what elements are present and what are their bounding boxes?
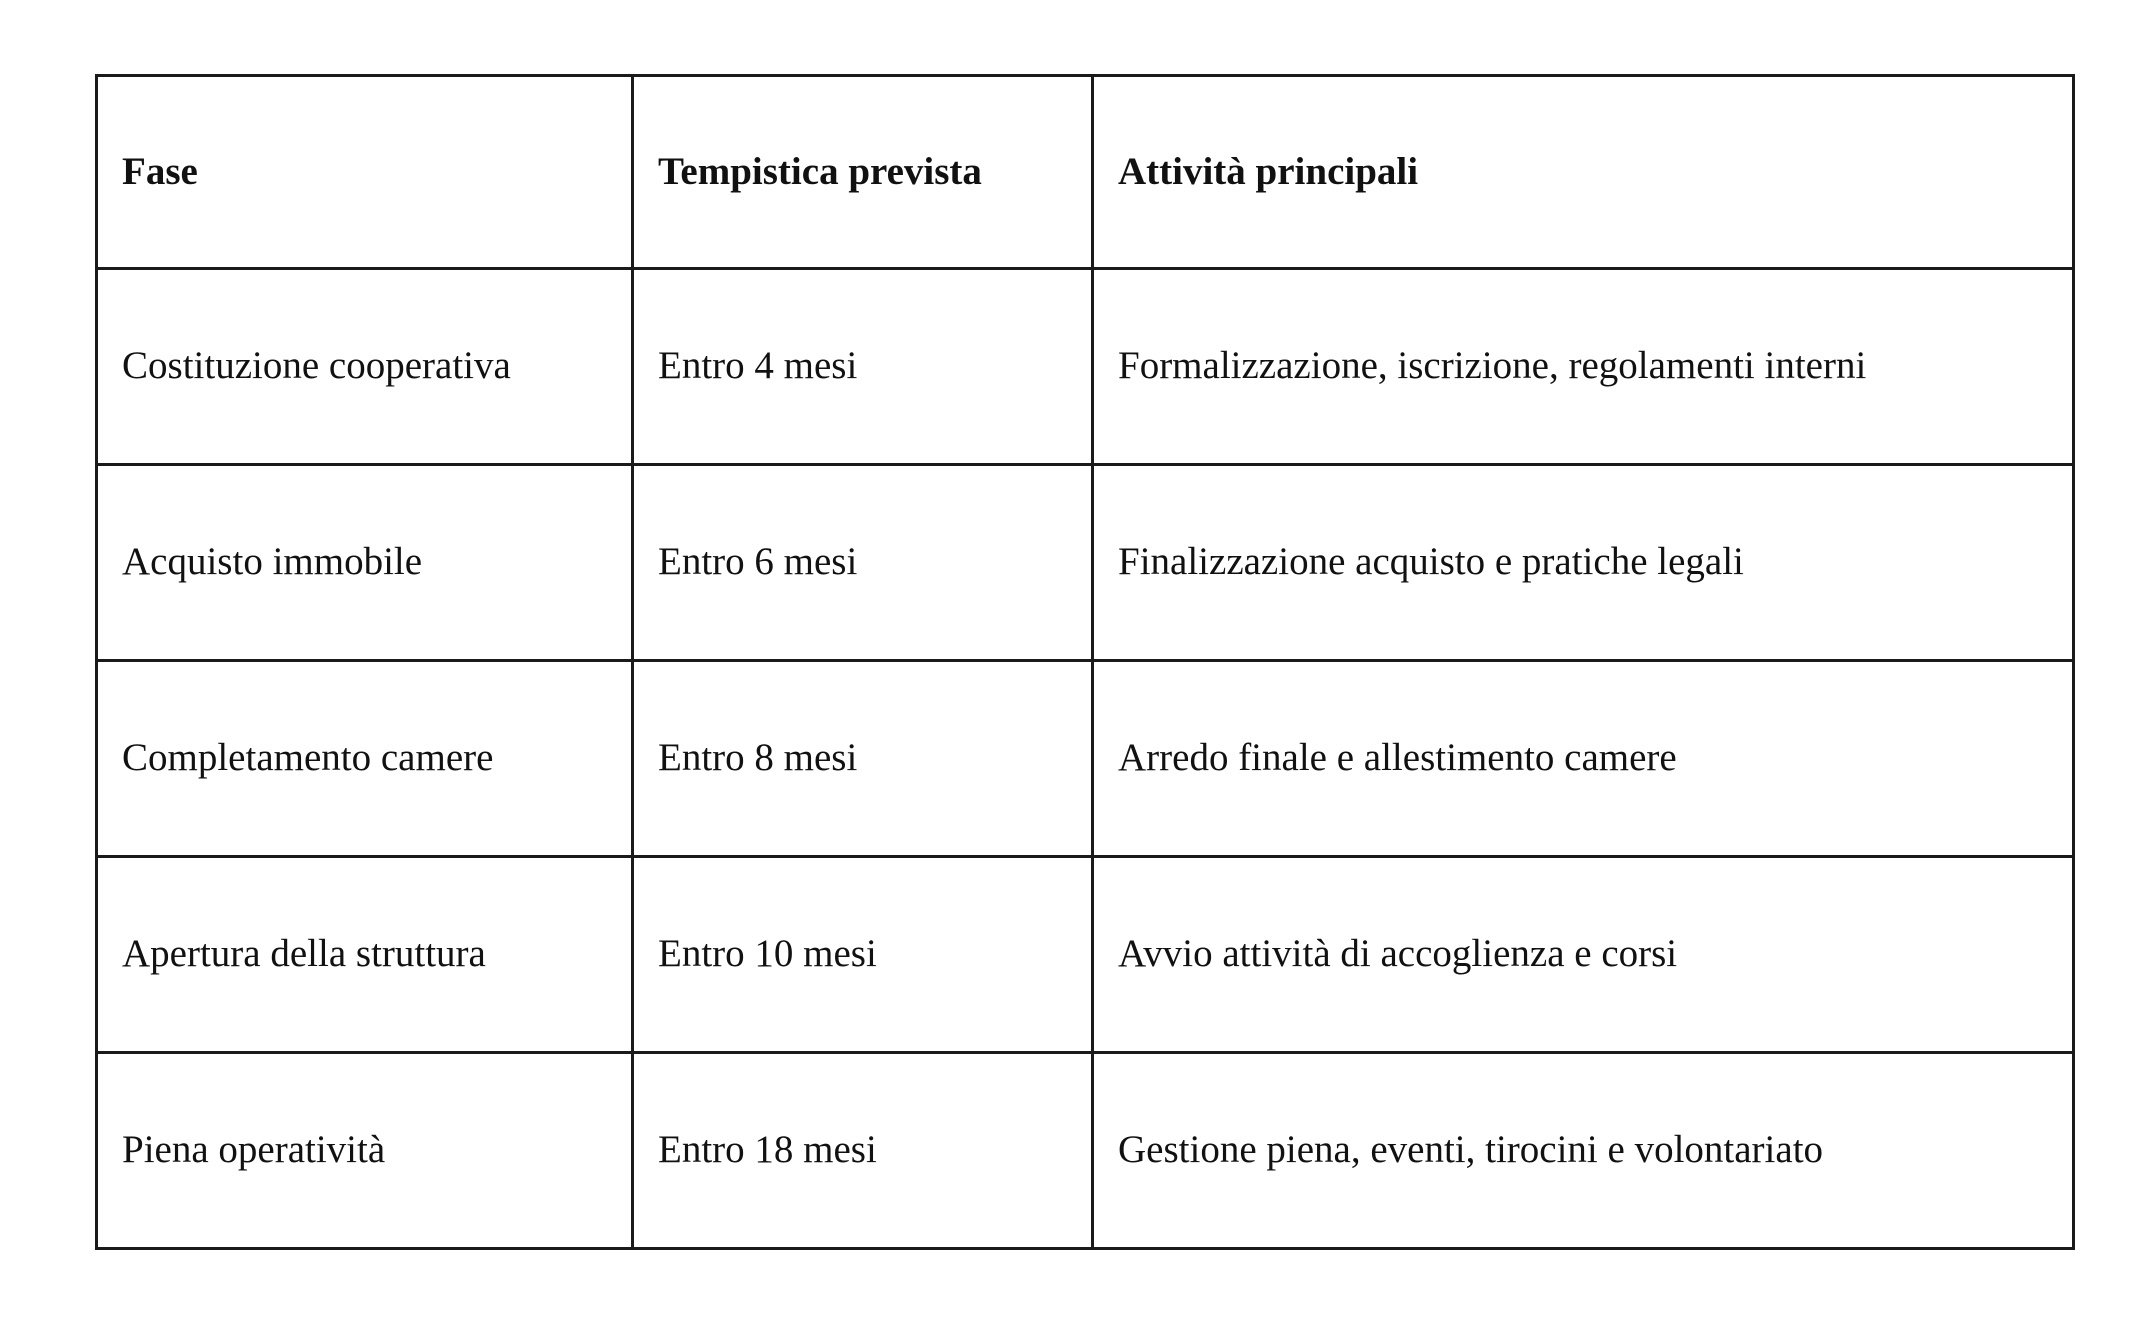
- timeline-table: [95, 74, 2075, 1250]
- table-row: [97, 269, 2074, 465]
- cell-fase: Apertura della struttura: [97, 857, 633, 1053]
- cell-tempistica: Entro 8 mesi: [633, 661, 1093, 857]
- cell-tempistica: Entro 10 mesi: [633, 857, 1093, 1053]
- cell-attivita: Avvio attività di accoglienza e corsi: [1093, 857, 2074, 1053]
- cell-tempistica: Entro 4 mesi: [633, 269, 1093, 465]
- cell-attivita: Arredo finale e allestimento camere: [1093, 661, 2074, 857]
- cell-attivita: Finalizzazione acquisto e pratiche legali: [1093, 465, 2074, 661]
- cell-fase: Completamento camere: [97, 661, 633, 857]
- header-fase: Fase: [97, 76, 633, 269]
- cell-tempistica: Entro 6 mesi: [633, 465, 1093, 661]
- cell-attivita: Formalizzazione, iscrizione, regolamenti interni: [1093, 269, 2074, 465]
- table-row: [97, 661, 2074, 857]
- table-header-row: [97, 76, 2074, 269]
- cell-fase: Piena operatività: [97, 1053, 633, 1249]
- table-row: [97, 465, 2074, 661]
- cell-attivita: Gestione piena, eventi, tirocini e volontariato: [1093, 1053, 2074, 1249]
- table-row: [97, 857, 2074, 1053]
- cell-tempistica: Entro 18 mesi: [633, 1053, 1093, 1249]
- cell-fase: Costituzione cooperativa: [97, 269, 633, 465]
- table-row: [97, 1053, 2074, 1249]
- header-tempistica: Tempistica prevista: [633, 76, 1093, 269]
- cell-fase: Acquisto immobile: [97, 465, 633, 661]
- header-attivita: Attività principali: [1093, 76, 2074, 269]
